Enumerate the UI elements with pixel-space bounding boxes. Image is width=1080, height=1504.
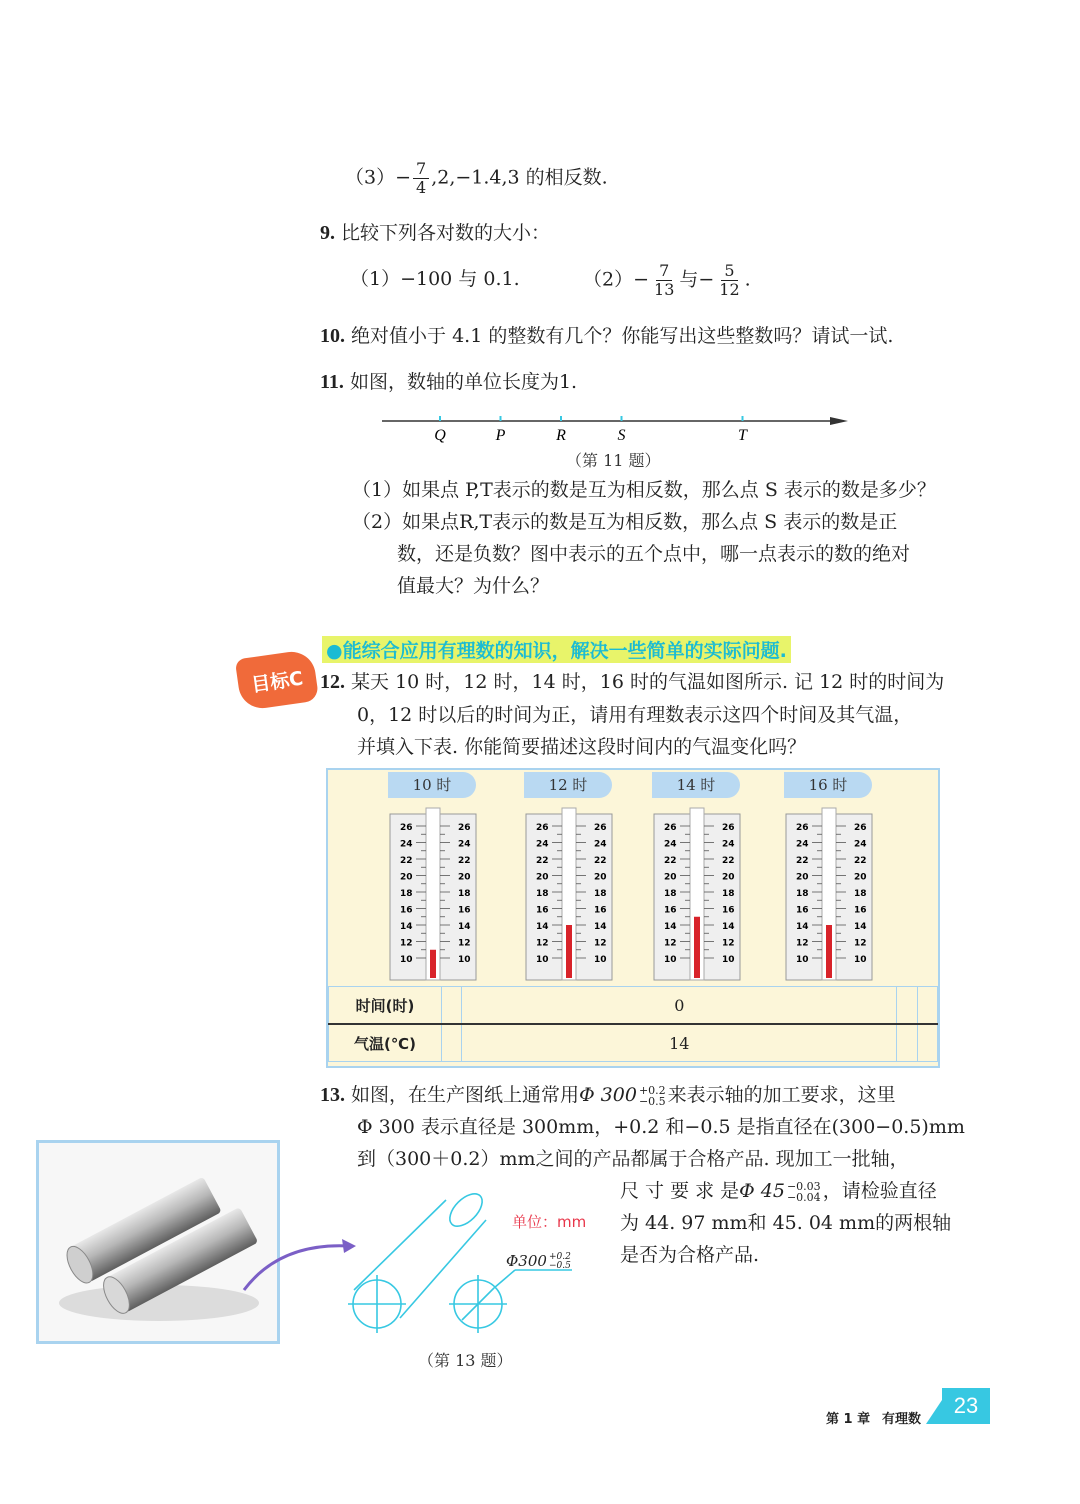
q9-sub2-label: （2）− [583,268,650,291]
dim-up: +0.2 [548,1252,571,1262]
scale-label: 22 [536,856,549,866]
scale-label: 22 [722,856,735,866]
thermometer-time-label: 12 时 [524,772,612,798]
q13-l4-tolerance [787,1181,821,1203]
q13-text-a: 如图，在生产图纸上通常用 [351,1084,580,1106]
scale-label: 16 [854,905,867,916]
scale-label: 26 [796,823,809,833]
table-cell[interactable] [442,987,462,1025]
scale-label: 20 [854,872,867,883]
goal-c-text: ●能综合应用有理数的知识，解决一些简单的实际问题. [322,636,791,663]
scale-label: 12 [722,938,735,949]
q13-phi: Φ 300 [579,1084,637,1106]
scale-label: 26 [722,823,735,833]
scale-label: 24 [722,839,735,850]
q10-number: 10. [320,325,345,347]
table-row-temp [329,1024,938,1062]
thermometer-body [652,806,752,986]
scale-label: 22 [664,856,677,866]
number-line-label: Q [434,427,446,444]
scale-label: 22 [458,856,471,866]
mercury-column [694,917,700,978]
q8-sub3-label: （3） [345,166,396,189]
scale-label: 12 [536,938,549,949]
q8-frac-num: 7 [413,160,429,179]
scale-label: 10 [722,955,735,965]
number-line-label: R [556,427,566,444]
q9-frac2-num: 5 [721,262,737,281]
table-cell[interactable] [442,1024,462,1062]
scale-label: 18 [400,889,413,899]
q13-line4 [620,1178,937,1204]
scale-label: 12 [796,938,809,949]
table-head-temp: 气温(℃) [329,1024,442,1062]
footer-title: 有理数 [882,1412,922,1427]
mercury-column [826,925,832,978]
scale-label: 20 [400,872,413,883]
q12-line1 [320,669,944,695]
page-number: 23 [942,1388,990,1424]
scale-label: 26 [400,823,413,833]
scale-label: 14 [722,922,735,932]
unit-label: 单位：mm [512,1213,587,1231]
scale-label: 18 [536,889,549,899]
q10-text: 绝对值小于 4.1 的整数有几个？你能写出这些整数吗？请试一试. [351,325,894,347]
scale-label: 10 [664,955,677,965]
scale-label: 14 [536,922,549,932]
scale-label: 18 [722,889,735,899]
q11-text: 如图，数轴的单位长度为1. [349,371,578,393]
number-line-label: T [738,427,747,444]
q9-sub2-mid: 与− [679,268,715,291]
scale-label: 20 [796,872,809,883]
number-line [378,408,858,448]
thermometer-time-label: 10 时 [388,772,476,798]
scale-label: 10 [594,955,607,965]
scale-label: 20 [536,872,549,883]
scale-label: 16 [664,905,677,916]
scale-label: 22 [594,856,607,866]
scale-label: 22 [400,856,413,866]
thermometer-panel [326,768,940,1068]
q8-frac-den: 4 [416,178,427,197]
q13-l4-a: 尺 寸 要 求 是 [620,1180,740,1202]
q13-l4-tol-down: −0.04 [786,1191,821,1204]
answer-table [328,986,938,1062]
footer-chapter: 第 1 章 [826,1412,871,1427]
q12-line2: 0，12 时以后的时间为正，请用有理数表示这四个时间及其气温， [357,704,913,726]
scale-label: 10 [854,955,867,965]
scale-label: 16 [722,905,735,916]
dim-phi: Φ300 [506,1252,547,1270]
q13-line5: 为 44. 97 mm和 45. 04 mm的两根轴 [620,1212,952,1234]
scale-label: 24 [796,839,809,850]
scale-label: 14 [458,922,471,932]
scale-label: 26 [594,823,607,833]
mercury-column [566,925,572,978]
q13-text-b: 来表示轴的加工要求，这里 [667,1084,896,1106]
q9-text: 比较下列各对数的大小： [341,222,551,244]
q8-sub3 [345,160,608,197]
scale-label: 18 [458,889,471,899]
scale-label: 20 [594,872,607,883]
q9-frac1-num: 7 [656,262,672,281]
q13-caption: （第 13 题） [418,1351,513,1370]
table-cell[interactable] [917,1024,937,1062]
scale-label: 24 [854,839,867,850]
q11-sub1: （1）如果点 P,T表示的数是互为相反数，那么点 S 表示的数是多少？ [352,479,936,501]
pointer-arrow [244,1246,350,1290]
q13-tol-up: +0.2 [638,1084,666,1097]
scale-label: 20 [722,872,735,883]
q13-line2: Φ 300 表示直径是 300mm，+0.2 和−0.5 是指直径在(300−0.5)mm [357,1116,965,1138]
q11-sub2-line2: 数，还是负数？图中表示的五个点中，哪一点表示的数的绝对 [397,543,911,565]
goal-c-badge: 目标C [235,649,319,711]
q8-minus: − [395,166,412,189]
scale-label: 24 [536,839,549,850]
q9-frac2-den: 12 [719,280,740,299]
thermometer-body [524,806,624,986]
scale-label: 24 [664,839,677,850]
scale-label: 22 [796,856,809,866]
scale-label: 14 [854,922,867,932]
scale-label: 14 [400,922,413,932]
scale-label: 26 [458,823,471,833]
dim-down: −0.5 [548,1261,571,1271]
scale-label: 24 [458,839,471,850]
q12-line3: 并填入下表. 你能简要描述这段时间内的气温变化吗？ [357,736,807,758]
q13-number: 13. [320,1084,345,1106]
scale-label: 12 [594,938,607,949]
q9-sub1: （1）−100 与 0.1. [350,268,520,290]
scale-label: 14 [594,922,607,932]
dim-tolerance [549,1253,571,1271]
thermometer-body [388,806,488,986]
scale-label: 14 [796,922,809,932]
scale-label: 26 [664,823,677,833]
scale-label: 16 [536,905,549,916]
scale-label: 16 [594,905,607,916]
table-head-time: 时间(时) [329,987,442,1025]
q9-sub2-end: . [744,268,751,291]
thermometer-time-label: 14 时 [652,772,740,798]
scale-label: 26 [536,823,549,833]
scale-label: 12 [664,938,677,949]
scale-label: 22 [854,856,867,866]
q10 [320,323,893,349]
scale-label: 16 [400,905,413,916]
thermometer-time-label: 16 时 [784,772,872,798]
q13-tol-down: −0.5 [638,1095,666,1108]
scale-label: 10 [796,955,809,965]
scale-label: 10 [458,955,471,965]
number-line-arrow-icon [830,417,848,425]
q11-stem [320,369,577,395]
table-cell[interactable]: 14 [462,1024,897,1062]
scale-label: 18 [796,889,809,899]
scale-label: 12 [854,938,867,949]
q9-frac1 [651,262,677,299]
q8-fraction [413,160,429,197]
scale-label: 16 [458,905,471,916]
q13-line1 [320,1082,896,1108]
q9-frac2 [716,262,742,299]
q11-sub2-line3: 值最大？为什么？ [397,575,550,597]
q13-l4-phi: Φ 45 [739,1180,785,1202]
q13-l4-b: ，请检验直径 [822,1180,937,1202]
table-cell[interactable] [917,987,937,1025]
thermometer [524,772,644,982]
number-line-label: S [617,427,626,444]
scale-label: 10 [536,955,549,965]
scale-label: 14 [664,922,677,932]
q9-stem [320,220,550,246]
thermometer [784,772,904,982]
scale-label: 12 [458,938,471,949]
q8-rest: ,2,−1.4,3 的相反数. [431,166,608,189]
q9-frac1-den: 13 [654,280,675,299]
number-line-label: P [495,427,506,444]
q13-line3: 到（300＋0.2）mm之间的产品都属于合格产品. 现加工一批轴， [357,1148,909,1170]
q13-tolerance [639,1085,666,1107]
mercury-column [430,950,436,978]
scale-label: 20 [664,872,677,883]
scale-label: 26 [854,823,867,833]
scale-label: 18 [854,889,867,899]
q11-caption: （第 11 题） [566,451,661,470]
scale-label: 16 [796,905,809,916]
q11-number: 11. [320,371,344,393]
scale-label: 24 [594,839,607,850]
scale-label: 12 [400,938,413,949]
scale-label: 24 [400,839,413,850]
table-cell[interactable]: 0 [462,987,897,1025]
scale-label: 18 [664,889,677,899]
scale-label: 20 [458,872,471,883]
table-cell[interactable] [897,987,917,1025]
q12-text-line1: 某天 10 时，12 时，14 时，16 时的气温如图所示. 记 12 时的时间为 [351,671,945,693]
arrow-head-icon [342,1239,356,1253]
q9-number: 9. [320,222,335,244]
q11-sub2-line1: （2）如果点R,T表示的数是互为相反数，那么点 S 表示的数是正 [352,511,898,533]
scale-label: 10 [400,955,413,965]
q13-l4-tol-up: −0.03 [786,1180,821,1193]
thermometer-body [784,806,884,986]
table-row-time [329,987,938,1025]
scale-label: 18 [594,889,607,899]
q9-sub2 [583,262,751,299]
dimension-label [506,1252,573,1271]
thermometer [652,772,772,982]
q13-line6: 是否为合格产品. [620,1244,760,1266]
table-cell[interactable] [897,1024,917,1062]
q12-number: 12. [320,671,345,693]
thermometer [388,772,508,982]
